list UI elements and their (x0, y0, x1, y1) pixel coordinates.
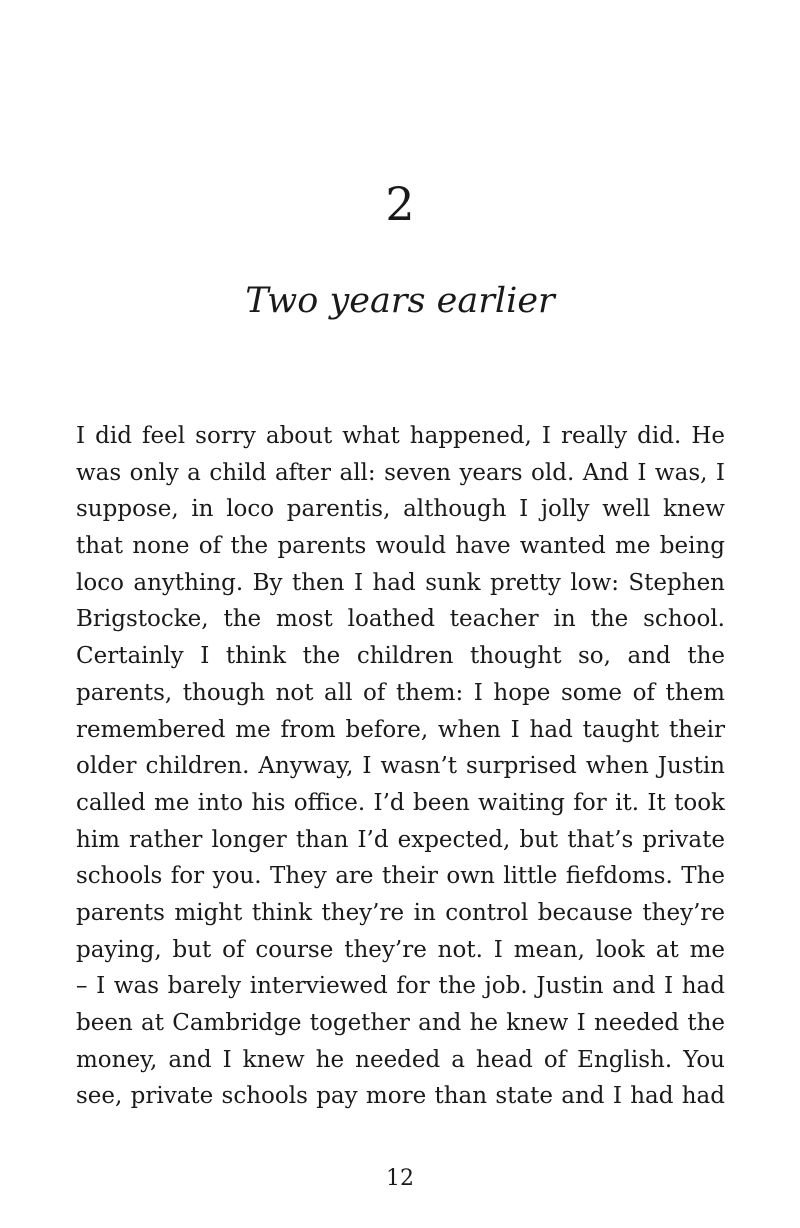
text-line: remembered me from before, when I had taught their (76, 716, 725, 743)
text-line: see, private schools pay more than state and I had had (76, 1083, 725, 1110)
body-text (76, 418, 725, 1115)
text-line: parents, though not all of them: I hope some of them (76, 679, 725, 706)
text-line: schools for you. They are their own little fiefdoms. The (76, 863, 725, 890)
text-line: called me into his office. I’d been waiting for it. It took (76, 789, 725, 816)
text-line: was only a child after all: seven years old. And I was, I (76, 459, 725, 486)
text-line: that none of the parents would have wanted me being (76, 533, 725, 560)
text-line: older children. Anyway, I wasn’t surprised when Justin (76, 753, 725, 780)
text-line: I did feel sorry about what happened, I really did. He (76, 423, 725, 449)
text-line: Brigstocke, the most loathed teacher in the school. (76, 606, 725, 633)
text-line: – I was barely interviewed for the job. Justin and I had (76, 973, 725, 1000)
text-line: money, and I knew he needed a head of English. You (76, 1046, 725, 1073)
text-line: been at Cambridge together and he knew I needed the (76, 1010, 725, 1036)
text-line: loco anything. By then I had sunk pretty low: Stephen (76, 569, 725, 596)
chapter-subtitle: Two years earlier (245, 281, 555, 321)
page-number: 12 (386, 1166, 414, 1191)
chapter-number: 2 (385, 177, 415, 231)
text-line: paying, but of course they’re not. I mean, look at me (76, 936, 725, 963)
text-line: suppose, in loco parentis, although I jolly well knew (76, 496, 725, 523)
text-line: him rather longer than I’d expected, but that’s private (76, 826, 725, 853)
text-line: Certainly I think the children thought so, and the (76, 643, 725, 670)
text-line: parents might think they’re in control because they’re (76, 899, 725, 926)
